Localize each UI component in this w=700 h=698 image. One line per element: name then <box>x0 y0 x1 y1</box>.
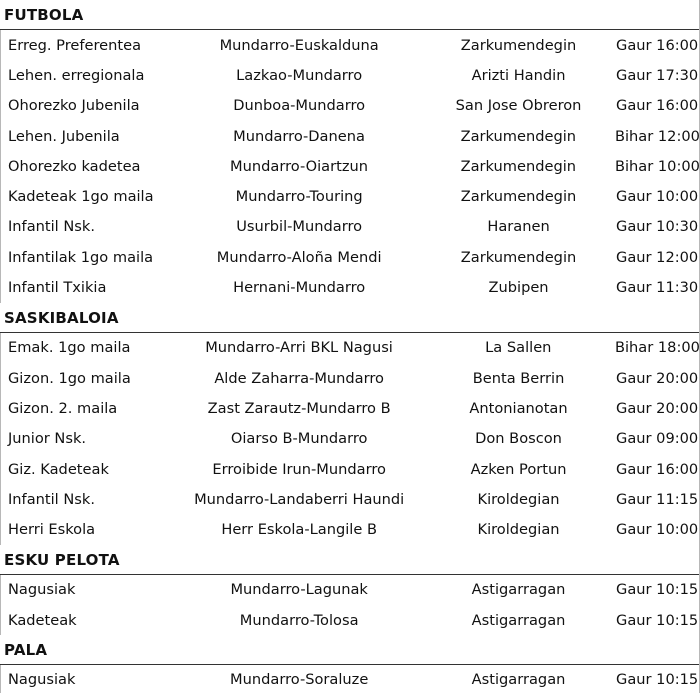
category-cell: Lehen. Jubenila <box>8 127 120 145</box>
venue-cell: Benta Berrin <box>472 369 565 387</box>
venue-cell: Azken Portun <box>470 460 567 478</box>
time-cell: Gaur 10:00 <box>616 521 699 539</box>
category-cell: Gizon. 1go maila <box>8 369 131 387</box>
match-cell: Mundarro-Euskalduna <box>219 36 379 54</box>
venue-cell: Antonianotan <box>469 399 568 417</box>
venue-cell: Astigarragan <box>471 581 566 599</box>
match-list <box>0 333 699 545</box>
time-cell: Gaur 11:30 <box>616 279 699 297</box>
time-cell: Gaur 09:00 <box>616 430 699 448</box>
venue-cell: Zarkumendegin <box>460 188 577 206</box>
venue-cell: Kiroldegian <box>477 521 560 539</box>
time-cell: Gaur 12:00 <box>616 248 699 266</box>
category-cell: Infantil Txikia <box>8 279 107 297</box>
time-cell: Gaur 16:00 <box>616 36 699 54</box>
venue-cell: Astigarragan <box>471 611 566 629</box>
match-cell: Usurbil-Mundarro <box>236 218 363 236</box>
match-row <box>1 665 699 693</box>
venue-cell: Zarkumendegin <box>460 36 577 54</box>
time-cell: Gaur 20:00 <box>616 369 699 387</box>
time-cell: Gaur 10:30 <box>616 218 699 236</box>
time-cell: Gaur 10:15 <box>616 611 699 629</box>
match-cell: Mundarro-Touring <box>235 188 363 206</box>
category-cell: Infantilak 1go maila <box>8 248 154 266</box>
venue-cell: La Sallen <box>485 339 552 357</box>
match-cell: Mundarro-Danena <box>233 127 365 145</box>
match-cell: Mundarro-Arri BKL Nagusi <box>205 339 393 357</box>
time-cell: Gaur 11:15 <box>616 490 699 508</box>
match-cell: Mundarro-Landaberri Haundi <box>194 490 405 508</box>
match-row <box>1 60 699 90</box>
match-row <box>1 454 699 484</box>
match-row <box>1 272 699 302</box>
match-row <box>1 151 699 181</box>
category-cell: Gizon. 2. maila <box>8 399 118 417</box>
section-esku-pelota <box>0 545 700 636</box>
match-list <box>0 665 699 693</box>
match-row <box>1 121 699 151</box>
venue-cell: Arizti Handin <box>471 66 566 84</box>
category-cell: Infantil Nsk. <box>8 490 95 508</box>
category-cell: Nagusiak <box>8 581 76 599</box>
match-cell: Dunboa-Mundarro <box>233 97 366 115</box>
match-cell: Herr Eskola-Langile B <box>221 521 377 539</box>
time-cell: Gaur 10:15 <box>616 670 699 688</box>
category-cell: Ohorezko kadetea <box>8 157 141 175</box>
match-row <box>1 605 699 635</box>
category-cell: Kadeteak <box>8 611 77 629</box>
category-cell: Herri Eskola <box>8 521 96 539</box>
match-row <box>1 212 699 242</box>
match-cell: Mundarro-Lagunak <box>230 581 368 599</box>
match-cell: Erroibide Irun-Mundarro <box>212 460 386 478</box>
time-cell: Gaur 10:15 <box>616 581 699 599</box>
category-cell: Erreg. Preferentea <box>8 36 142 54</box>
time-cell: Bihar 12:00 <box>614 127 700 145</box>
match-cell: Oiarso B-Mundarro <box>230 430 368 448</box>
section-title: SASKIBALOIA <box>0 303 699 333</box>
category-cell: Ohorezko Jubenila <box>8 97 140 115</box>
category-cell: Lehen. erregionala <box>8 66 145 84</box>
time-cell: Gaur 17:30 <box>616 66 699 84</box>
section-title: ESKU PELOTA <box>0 545 699 575</box>
venue-cell: Haranen <box>487 218 550 236</box>
category-cell: Infantil Nsk. <box>8 218 95 236</box>
venue-cell: Zarkumendegin <box>460 157 577 175</box>
match-row <box>1 30 699 60</box>
category-cell: Kadeteak 1go maila <box>8 188 154 206</box>
match-row <box>1 514 699 544</box>
venue-cell: Astigarragan <box>471 670 566 688</box>
time-cell: Bihar 18:00 <box>614 339 700 357</box>
match-list <box>0 575 699 636</box>
time-cell: Gaur 10:00 <box>616 188 699 206</box>
match-cell: Alde Zaharra-Mundarro <box>214 369 384 387</box>
venue-cell: Zubipen <box>488 279 549 297</box>
time-cell: Gaur 16:00 <box>616 460 699 478</box>
category-cell: Junior Nsk. <box>8 430 87 448</box>
match-cell: Zast Zarautz-Mundarro B <box>207 399 391 417</box>
section-futbola <box>0 0 700 303</box>
match-row <box>1 393 699 423</box>
venue-cell: Zarkumendegin <box>460 127 577 145</box>
venue-cell: Don Boscon <box>475 430 562 448</box>
match-cell: Mundarro-Oiartzun <box>230 157 369 175</box>
match-cell: Mundarro-Aloña Mendi <box>216 248 382 266</box>
match-row <box>1 181 699 211</box>
venue-cell: Zarkumendegin <box>460 248 577 266</box>
category-cell: Emak. 1go maila <box>8 339 131 357</box>
match-row <box>1 333 699 363</box>
time-cell: Gaur 16:00 <box>616 97 699 115</box>
match-row <box>1 484 699 514</box>
match-row <box>1 363 699 393</box>
match-cell: Mundarro-Soraluze <box>230 670 369 688</box>
match-row <box>1 575 699 605</box>
match-row <box>1 91 699 121</box>
match-cell: Lazkao-Mundarro <box>236 66 363 84</box>
venue-cell: San Jose Obreron <box>455 97 582 115</box>
category-cell: Nagusiak <box>8 670 76 688</box>
section-pala <box>0 635 700 693</box>
time-cell: Bihar 10:00 <box>614 157 700 175</box>
category-cell: Giz. Kadeteak <box>8 460 109 478</box>
match-row <box>1 424 699 454</box>
match-cell: Hernani-Mundarro <box>233 279 366 297</box>
match-cell: Mundarro-Tolosa <box>239 611 359 629</box>
time-cell: Gaur 20:00 <box>616 399 699 417</box>
section-title: FUTBOLA <box>0 0 699 30</box>
venue-cell: Kiroldegian <box>477 490 560 508</box>
match-row <box>1 242 699 272</box>
section-saskibaloia <box>0 303 700 545</box>
section-title: PALA <box>0 635 699 665</box>
match-list <box>0 30 699 303</box>
